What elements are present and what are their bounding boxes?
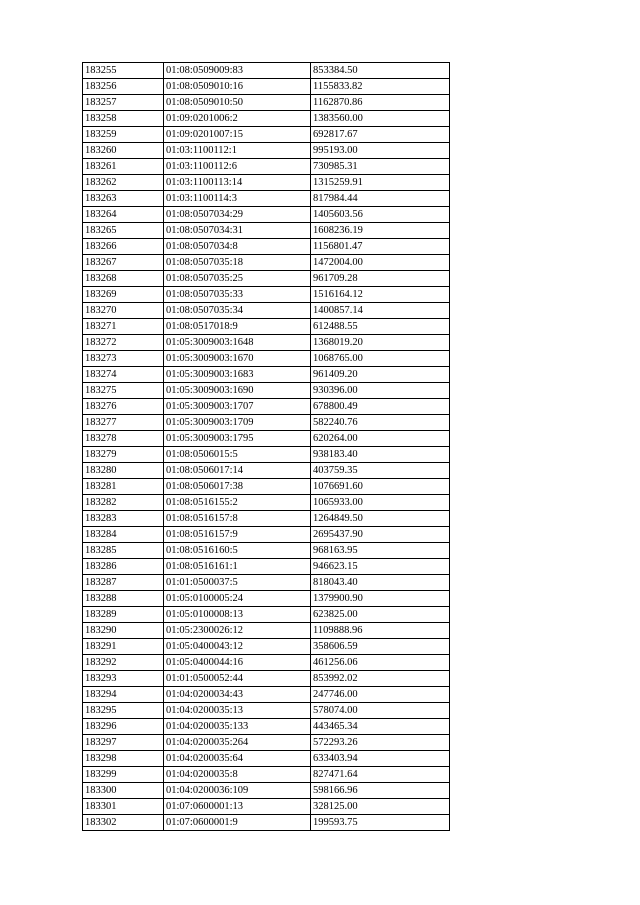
table-row	[83, 495, 450, 511]
id-cell: 183268	[83, 271, 164, 287]
table-row	[83, 207, 450, 223]
amount-cell: 328125.00	[311, 799, 450, 815]
id-cell: 183301	[83, 799, 164, 815]
code-cell: 01:04:0200035:13	[164, 703, 311, 719]
amount-cell: 633403.94	[311, 751, 450, 767]
table-row	[83, 239, 450, 255]
amount-cell: 582240.76	[311, 415, 450, 431]
amount-cell: 578074.00	[311, 703, 450, 719]
code-cell: 01:01:0500052:44	[164, 671, 311, 687]
id-cell: 183283	[83, 511, 164, 527]
id-cell: 183297	[83, 735, 164, 751]
table-row	[83, 415, 450, 431]
amount-cell: 1155833.82	[311, 79, 450, 95]
id-cell: 183270	[83, 303, 164, 319]
code-cell: 01:08:0509010:50	[164, 95, 311, 111]
amount-cell: 938183.40	[311, 447, 450, 463]
amount-cell: 678800.49	[311, 399, 450, 415]
id-cell: 183273	[83, 351, 164, 367]
id-cell: 183259	[83, 127, 164, 143]
table-row	[83, 159, 450, 175]
table-row	[83, 319, 450, 335]
id-cell: 183288	[83, 591, 164, 607]
amount-cell: 1068765.00	[311, 351, 450, 367]
amount-cell: 1264849.50	[311, 511, 450, 527]
code-cell: 01:03:1100112:6	[164, 159, 311, 175]
table-row	[83, 783, 450, 799]
table-row	[83, 799, 450, 815]
table-row	[83, 335, 450, 351]
table-row	[83, 255, 450, 271]
table-row	[83, 271, 450, 287]
code-cell: 01:05:2300026:12	[164, 623, 311, 639]
amount-cell: 930396.00	[311, 383, 450, 399]
table-row	[83, 719, 450, 735]
table-row	[83, 687, 450, 703]
id-cell: 183282	[83, 495, 164, 511]
code-cell: 01:04:0200035:133	[164, 719, 311, 735]
code-cell: 01:05:3009003:1670	[164, 351, 311, 367]
id-cell: 183281	[83, 479, 164, 495]
amount-cell: 730985.31	[311, 159, 450, 175]
id-cell: 183279	[83, 447, 164, 463]
amount-cell: 620264.00	[311, 431, 450, 447]
amount-cell: 1383560.00	[311, 111, 450, 127]
id-cell: 183298	[83, 751, 164, 767]
code-cell: 01:08:0516155:2	[164, 495, 311, 511]
amount-cell: 572293.26	[311, 735, 450, 751]
id-cell: 183261	[83, 159, 164, 175]
amount-cell: 1065933.00	[311, 495, 450, 511]
id-cell: 183292	[83, 655, 164, 671]
table-row	[83, 127, 450, 143]
table-row	[83, 223, 450, 239]
id-cell: 183275	[83, 383, 164, 399]
code-cell: 01:08:0516157:9	[164, 527, 311, 543]
code-cell: 01:05:3009003:1707	[164, 399, 311, 415]
table-row	[83, 351, 450, 367]
amount-cell: 612488.55	[311, 319, 450, 335]
table-row	[83, 767, 450, 783]
amount-cell: 692817.67	[311, 127, 450, 143]
table-row	[83, 591, 450, 607]
code-cell: 01:09:0201007:15	[164, 127, 311, 143]
table-row	[83, 79, 450, 95]
code-cell: 01:07:0600001:13	[164, 799, 311, 815]
code-cell: 01:04:0200035:264	[164, 735, 311, 751]
id-cell: 183287	[83, 575, 164, 591]
code-cell: 01:05:0400043:12	[164, 639, 311, 655]
amount-cell: 247746.00	[311, 687, 450, 703]
code-cell: 01:08:0509009:83	[164, 63, 311, 79]
amount-cell: 358606.59	[311, 639, 450, 655]
amount-cell: 961709.28	[311, 271, 450, 287]
amount-cell: 443465.34	[311, 719, 450, 735]
id-cell: 183294	[83, 687, 164, 703]
amount-cell: 1516164.12	[311, 287, 450, 303]
id-cell: 183290	[83, 623, 164, 639]
code-cell: 01:08:0506017:38	[164, 479, 311, 495]
id-cell: 183284	[83, 527, 164, 543]
amount-cell: 827471.64	[311, 767, 450, 783]
code-cell: 01:08:0507035:33	[164, 287, 311, 303]
id-cell: 183262	[83, 175, 164, 191]
id-cell: 183266	[83, 239, 164, 255]
id-cell: 183295	[83, 703, 164, 719]
code-cell: 01:05:0100008:13	[164, 607, 311, 623]
amount-cell: 1608236.19	[311, 223, 450, 239]
amount-cell: 1368019.20	[311, 335, 450, 351]
code-cell: 01:08:0509010:16	[164, 79, 311, 95]
table-row	[83, 367, 450, 383]
table-row	[83, 623, 450, 639]
table-row	[83, 559, 450, 575]
code-cell: 01:07:0600001:9	[164, 815, 311, 831]
table-row	[83, 639, 450, 655]
id-cell: 183291	[83, 639, 164, 655]
id-cell: 183302	[83, 815, 164, 831]
id-cell: 183263	[83, 191, 164, 207]
table-body	[83, 63, 450, 831]
id-cell: 183280	[83, 463, 164, 479]
id-cell: 183267	[83, 255, 164, 271]
table-row	[83, 463, 450, 479]
code-cell: 01:05:3009003:1795	[164, 431, 311, 447]
table-row	[83, 655, 450, 671]
code-cell: 01:09:0201006:2	[164, 111, 311, 127]
code-cell: 01:08:0506017:14	[164, 463, 311, 479]
code-cell: 01:08:0516157:8	[164, 511, 311, 527]
id-cell: 183296	[83, 719, 164, 735]
code-cell: 01:04:0200036:109	[164, 783, 311, 799]
table-row	[83, 479, 450, 495]
code-cell: 01:05:3009003:1683	[164, 367, 311, 383]
amount-cell: 598166.96	[311, 783, 450, 799]
table-row	[83, 383, 450, 399]
id-cell: 183293	[83, 671, 164, 687]
table-row	[83, 703, 450, 719]
table-row	[83, 527, 450, 543]
id-cell: 183271	[83, 319, 164, 335]
id-cell: 183264	[83, 207, 164, 223]
amount-cell: 1315259.91	[311, 175, 450, 191]
amount-cell: 1162870.86	[311, 95, 450, 111]
code-cell: 01:08:0516160:5	[164, 543, 311, 559]
id-cell: 183289	[83, 607, 164, 623]
table-row	[83, 607, 450, 623]
amount-cell: 403759.35	[311, 463, 450, 479]
id-cell: 183274	[83, 367, 164, 383]
id-cell: 183286	[83, 559, 164, 575]
table-row	[83, 143, 450, 159]
amount-cell: 818043.40	[311, 575, 450, 591]
table-row	[83, 447, 450, 463]
id-cell: 183255	[83, 63, 164, 79]
amount-cell: 1156801.47	[311, 239, 450, 255]
id-cell: 183277	[83, 415, 164, 431]
code-cell: 01:03:1100113:14	[164, 175, 311, 191]
table-row	[83, 111, 450, 127]
code-cell: 01:05:0400044:16	[164, 655, 311, 671]
data-table	[82, 62, 450, 831]
amount-cell: 946623.15	[311, 559, 450, 575]
code-cell: 01:04:0200034:43	[164, 687, 311, 703]
code-cell: 01:05:3009003:1648	[164, 335, 311, 351]
code-cell: 01:08:0506015:5	[164, 447, 311, 463]
code-cell: 01:08:0507034:29	[164, 207, 311, 223]
id-cell: 183265	[83, 223, 164, 239]
code-cell: 01:01:0500037:5	[164, 575, 311, 591]
id-cell: 183257	[83, 95, 164, 111]
code-cell: 01:04:0200035:64	[164, 751, 311, 767]
amount-cell: 1400857.14	[311, 303, 450, 319]
amount-cell: 1405603.56	[311, 207, 450, 223]
amount-cell: 199593.75	[311, 815, 450, 831]
table-row	[83, 511, 450, 527]
code-cell: 01:04:0200035:8	[164, 767, 311, 783]
amount-cell: 817984.44	[311, 191, 450, 207]
amount-cell: 461256.06	[311, 655, 450, 671]
id-cell: 183299	[83, 767, 164, 783]
amount-cell: 1379900.90	[311, 591, 450, 607]
id-cell: 183272	[83, 335, 164, 351]
id-cell: 183260	[83, 143, 164, 159]
amount-cell: 995193.00	[311, 143, 450, 159]
amount-cell: 1472004.00	[311, 255, 450, 271]
amount-cell: 1109888.96	[311, 623, 450, 639]
table-row	[83, 431, 450, 447]
table-row	[83, 63, 450, 79]
id-cell: 183256	[83, 79, 164, 95]
table-row	[83, 735, 450, 751]
code-cell: 01:05:3009003:1709	[164, 415, 311, 431]
code-cell: 01:03:1100112:1	[164, 143, 311, 159]
id-cell: 183285	[83, 543, 164, 559]
code-cell: 01:08:0507035:34	[164, 303, 311, 319]
amount-cell: 853384.50	[311, 63, 450, 79]
table-row	[83, 287, 450, 303]
id-cell: 183278	[83, 431, 164, 447]
code-cell: 01:08:0507034:8	[164, 239, 311, 255]
code-cell: 01:08:0507035:25	[164, 271, 311, 287]
table-row	[83, 575, 450, 591]
table-row	[83, 671, 450, 687]
id-cell: 183269	[83, 287, 164, 303]
code-cell: 01:05:0100005:24	[164, 591, 311, 607]
code-cell: 01:08:0507034:31	[164, 223, 311, 239]
table-row	[83, 751, 450, 767]
id-cell: 183276	[83, 399, 164, 415]
code-cell: 01:08:0517018:9	[164, 319, 311, 335]
id-cell: 183258	[83, 111, 164, 127]
id-cell: 183300	[83, 783, 164, 799]
amount-cell: 853992.02	[311, 671, 450, 687]
table-row	[83, 175, 450, 191]
code-cell: 01:05:3009003:1690	[164, 383, 311, 399]
table-row	[83, 95, 450, 111]
code-cell: 01:08:0516161:1	[164, 559, 311, 575]
amount-cell: 623825.00	[311, 607, 450, 623]
table-row	[83, 303, 450, 319]
table-row	[83, 191, 450, 207]
amount-cell: 961409.20	[311, 367, 450, 383]
amount-cell: 2695437.90	[311, 527, 450, 543]
amount-cell: 968163.95	[311, 543, 450, 559]
table-row	[83, 815, 450, 831]
table-row	[83, 399, 450, 415]
amount-cell: 1076691.60	[311, 479, 450, 495]
table-row	[83, 543, 450, 559]
code-cell: 01:08:0507035:18	[164, 255, 311, 271]
code-cell: 01:03:1100114:3	[164, 191, 311, 207]
